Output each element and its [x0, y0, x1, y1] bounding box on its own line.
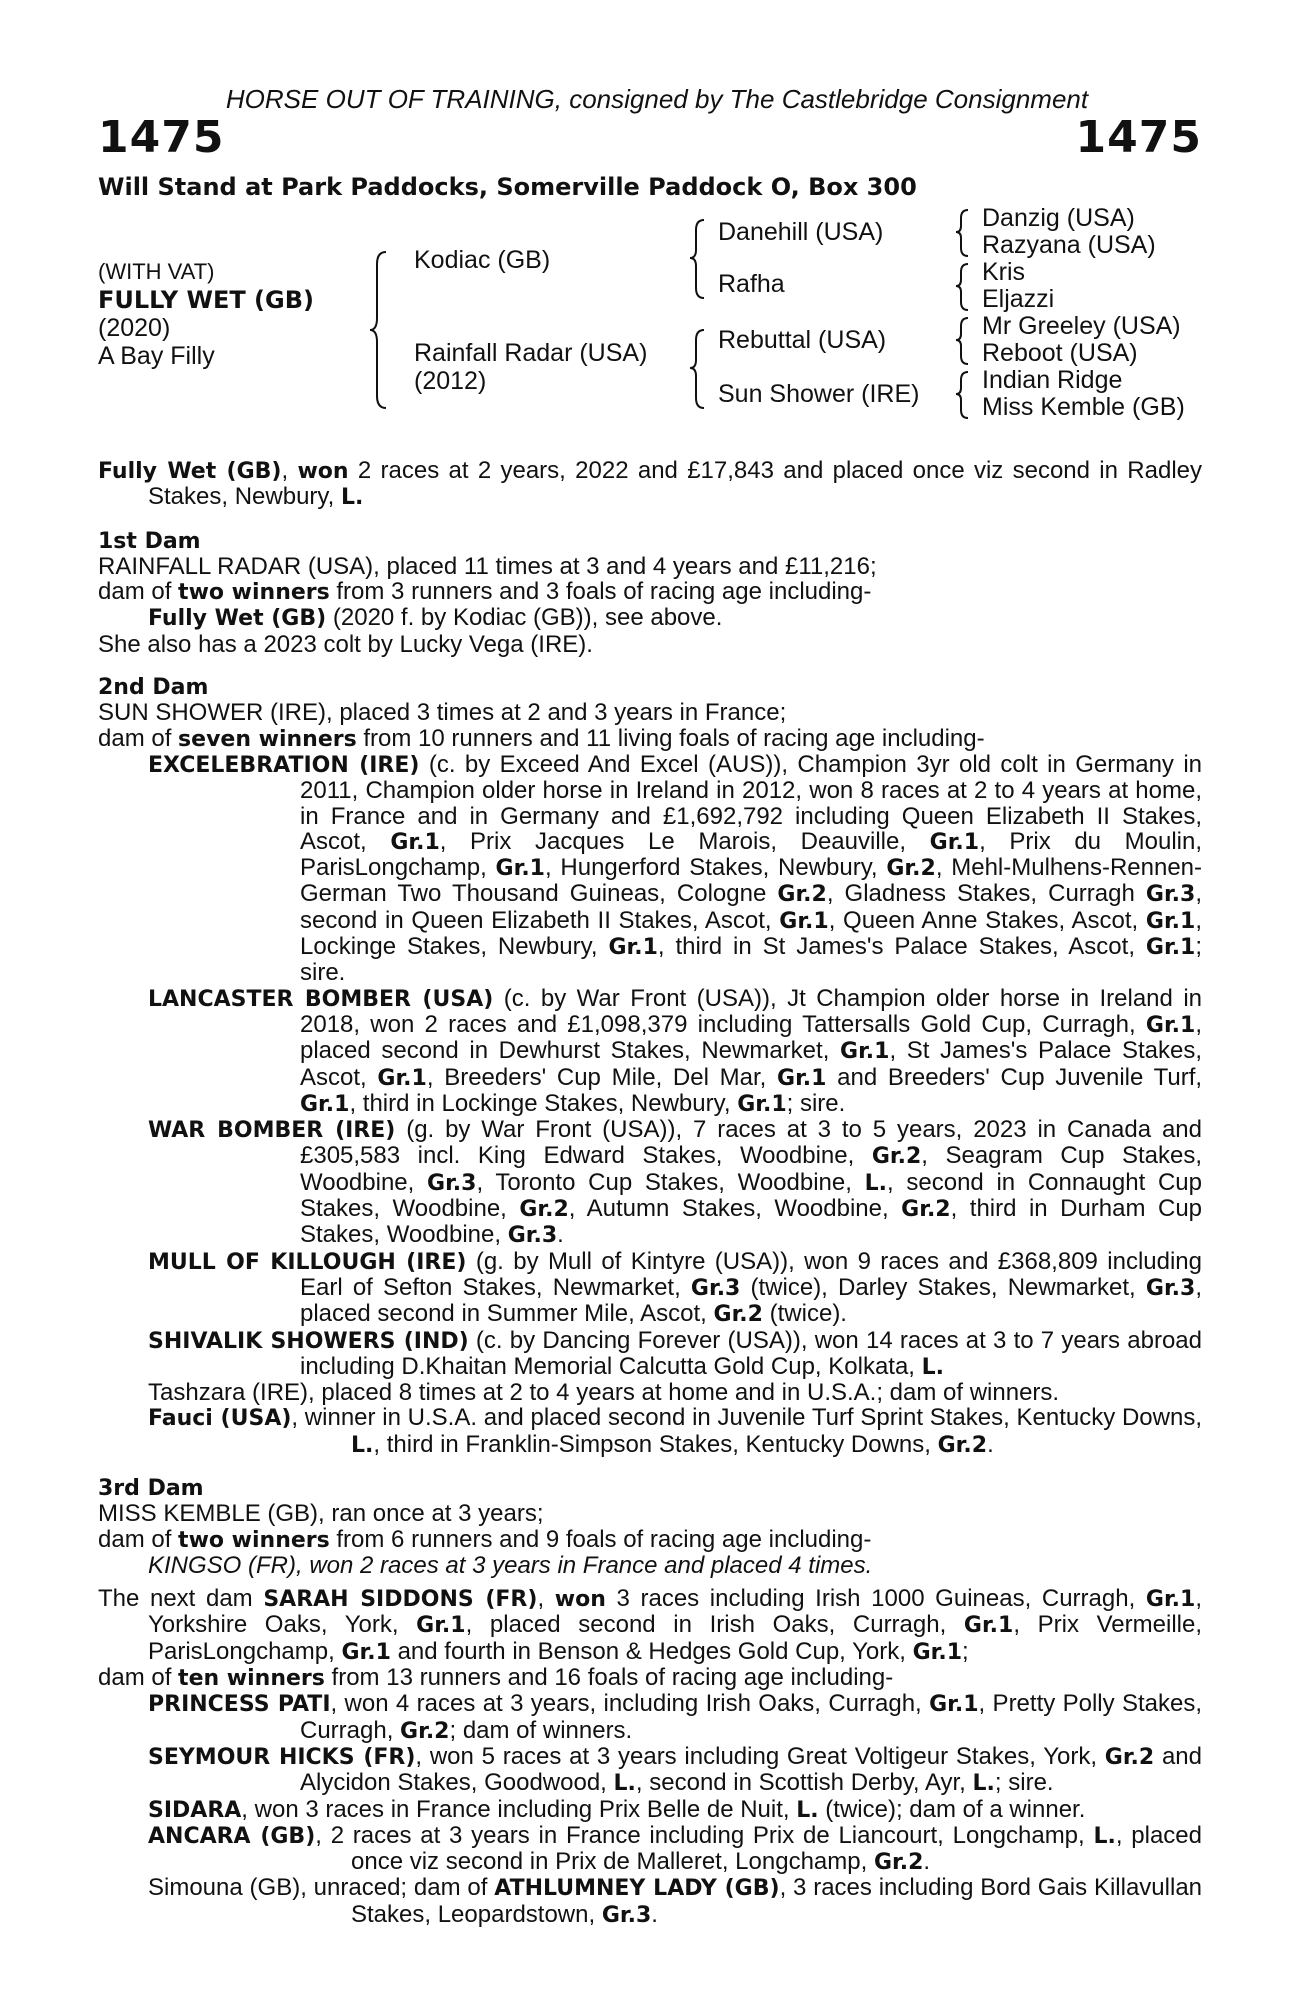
next-dam-summary: dam of ten winners from 13 runners and 16 foals of racing age including- — [98, 1664, 894, 1692]
sire-sire-sire: Danzig (USA) — [982, 204, 1135, 232]
dam-dam: Sun Shower (IRE) — [718, 380, 920, 408]
horse-description: A Bay Filly — [98, 342, 215, 370]
progeny-seymour-hicks: SEYMOUR HICKS (FR), won 5 races at 3 years including Great Voltigeur Stakes, York, Gr.2 and Alycidon Stakes, Goodwood, L., second in Scottish Derby, Ayr, L.; sire. — [148, 1742, 1202, 1797]
horse-name: FULLY WET (GB) — [98, 286, 314, 314]
brace-sd — [954, 262, 972, 312]
horse-year: (2020) — [98, 314, 171, 342]
pedigree-brace-main — [368, 250, 390, 410]
sire-dam: Rafha — [718, 270, 785, 298]
dam: Rainfall Radar (USA) — [414, 339, 648, 367]
sire-dam-dam: Eljazzi — [982, 285, 1055, 313]
intro-paragraph: Fully Wet (GB), won 2 races at 2 years, 2022 and £17,843 and placed once viz second in Radley Stakes, Newbury, L. — [98, 457, 1202, 511]
third-dam-line: MISS KEMBLE (GB), ran once at 3 years; — [98, 1500, 544, 1528]
dam-sire: Rebuttal (USA) — [718, 326, 887, 354]
third-dam-heading: 3rd Dam — [98, 1475, 204, 1501]
dam-dam-dam: Miss Kemble (GB) — [982, 393, 1185, 421]
dam-sire-sire: Mr Greeley (USA) — [982, 312, 1181, 340]
dam-dam-sire: Indian Ridge — [982, 366, 1123, 394]
progeny-kingso: KINGSO (FR), won 2 races at 3 years in France and placed 4 times. — [148, 1551, 873, 1579]
second-dam-summary: dam of seven winners from 10 runners and 11 living foals of racing age including- — [98, 724, 985, 752]
second-dam-heading: 2nd Dam — [98, 675, 209, 701]
progeny-simouna: Simouna (GB), unraced; dam of ATHLUMNEY LADY (GB), 3 races including Bord Gais Killavullan Stakes, Leopardstown, Gr.3. — [148, 1874, 1203, 1928]
sire-sire: Danehill (USA) — [718, 218, 884, 246]
lot-number-right: 1475 — [1075, 112, 1202, 163]
sire-sire-dam: Razyana (USA) — [982, 231, 1156, 259]
brace-ss — [954, 208, 972, 258]
brace-dd — [954, 370, 972, 420]
pedigree-brace-sire — [688, 218, 708, 300]
progeny-mull-of-killough: MULL OF KILLOUGH (IRE) (g. by Mull of Kintyre (USA)), won 9 races and £368,809 including Earl of Sefton Stakes, Newmarket, Gr.3 (twice), Darley Stakes, Newmarket, Gr.3, placed second in Summer Mile, Ascot, Gr.2 (twice). — [148, 1247, 1203, 1328]
progeny-princess-pati: PRINCESS PATI, won 4 races at 3 years, including Irish Oaks, Curragh, Gr.1, Pretty Polly Stakes, Curragh, Gr.2; dam of winners. — [148, 1690, 1203, 1744]
first-dam-line: RAINFALL RADAR (USA), placed 11 times at 3 and 4 years and £11,216; — [98, 552, 877, 580]
second-dam-line: SUN SHOWER (IRE), placed 3 times at 2 and 3 years in France; — [98, 699, 787, 727]
lot-number-left: 1475 — [98, 112, 225, 163]
progeny-shivalik-showers: SHIVALIK SHOWERS (IND) (c. by Dancing Forever (USA)), won 14 races at 3 to 7 years abroad including D.Khaitan Memorial Calcutta Gold Cup, Kolkata, L. — [148, 1326, 1202, 1380]
next-dam-paragraph: The next dam SARAH SIDDONS (FR), won 3 races including Irish 1000 Guineas, Curragh, Gr.1, Yorkshire Oaks, York, Gr.1, placed second in Irish Oaks, Curragh, Gr.1, Prix Vermeille, ParisLongchamp, Gr.1 and fourth in Benson & Hedges Gold Cup, York, Gr.1; — [98, 1585, 1202, 1665]
sire-dam-sire: Kris — [982, 258, 1026, 286]
progeny-fauci: Fauci (USA), winner in U.S.A. and placed second in Juvenile Turf Sprint Stakes, Kentucky Downs, L., third in Franklin-Simpson Stakes, Kentucky Downs, Gr.2. — [148, 1404, 1203, 1458]
first-dam-progeny: Fully Wet (GB) (2020 f. by Kodiac (GB)), see above. — [148, 604, 723, 632]
catalogue-body — [98, 458, 1202, 1928]
vat-note: (WITH VAT) — [98, 259, 215, 284]
sire: Kodiac (GB) — [414, 246, 551, 274]
stand-location: Will Stand at Park Paddocks, Somerville Paddock O, Box 300 — [98, 173, 917, 201]
first-dam-heading: 1st Dam — [98, 528, 201, 554]
progeny-tashzara: Tashzara (IRE), placed 8 times at 2 to 4 years at home and in U.S.A.; dam of winners. — [148, 1379, 1060, 1407]
progeny-excelebration: EXCELEBRATION (IRE) (c. by Exceed And Excel (AUS)), Champion 3yr old colt in Germany in 2011, Champion older horse in Ireland in 2012, won 8 races at 2 to 4 years at home, in France and in Germany and £1,692,792 including Queen Elizabeth II Stakes, Ascot, Gr.1, Prix Jacques Le Marois, Deauville, Gr.1, Prix du Moulin, ParisLongchamp, Gr.1, Hungerford Stakes, Newbury, Gr.2, Mehl-Mulhens-Rennen-German Two Thousand Guineas, Cologne Gr.2, Gladness Stakes, Curragh Gr.3, second in Queen Elizabeth II Stakes, Ascot, Gr.1, Queen Anne Stakes, Ascot, Gr.1, Lockinge Stakes, Newbury, Gr.1, third in St James's Palace Stakes, Ascot, Gr.1; sire. — [148, 750, 1203, 987]
dam-year: (2012) — [414, 367, 487, 395]
progeny-ancara: ANCARA (GB), 2 races at 3 years in France including Prix de Liancourt, Longchamp, L., placed once viz second in Prix de Malleret, Longchamp, Gr.2. — [148, 1821, 1203, 1876]
brace-ds — [954, 316, 972, 366]
progeny-lancaster-bomber: LANCASTER BOMBER (USA) (c. by War Front (USA)), Jt Champion older horse in Ireland in 2018, won 2 races and £1,098,379 including Tattersalls Gold Cup, Curragh, Gr.1, placed second in Dewhurst Stakes, Newmarket, Gr.1, St James's Palace Stakes, Ascot, Gr.1, Breeders' Cup Mile, Del Mar, Gr.1 and Breeders' Cup Juvenile Turf, Gr.1, third in Lockinge Stakes, Newbury, Gr.1; sire. — [148, 984, 1203, 1117]
first-dam-note: She also has a 2023 colt by Lucky Vega (IRE). — [98, 630, 593, 658]
dam-sire-dam: Reboot (USA) — [982, 339, 1138, 367]
third-dam-summary: dam of two winners from 6 runners and 9 foals of racing age including- — [98, 1525, 872, 1553]
progeny-sidara: SIDARA, won 3 races in France including Prix Belle de Nuit, L. (twice); dam of a winner. — [148, 1795, 1086, 1823]
first-dam-summary: dam of two winners from 3 runners and 3 foals of racing age including- — [98, 578, 872, 606]
pedigree-brace-dam — [688, 328, 708, 410]
consignor-line: HORSE OUT OF TRAINING, consigned by The Castlebridge Consignment — [225, 84, 1089, 114]
progeny-war-bomber: WAR BOMBER (IRE) (g. by War Front (USA)), 7 races at 3 to 5 years, 2023 in Canada and £305,583 incl. King Edward Stakes, Woodbine, Gr.2, Seagram Cup Stakes, Woodbine, Gr.3, Toronto Cup Stakes, Woodbine, L., second in Connaught Cup Stakes, Woodbine, Gr.2, Autumn Stakes, Woodbine, Gr.2, third in Durham Cup Stakes, Woodbine, Gr.3. — [148, 1116, 1203, 1249]
